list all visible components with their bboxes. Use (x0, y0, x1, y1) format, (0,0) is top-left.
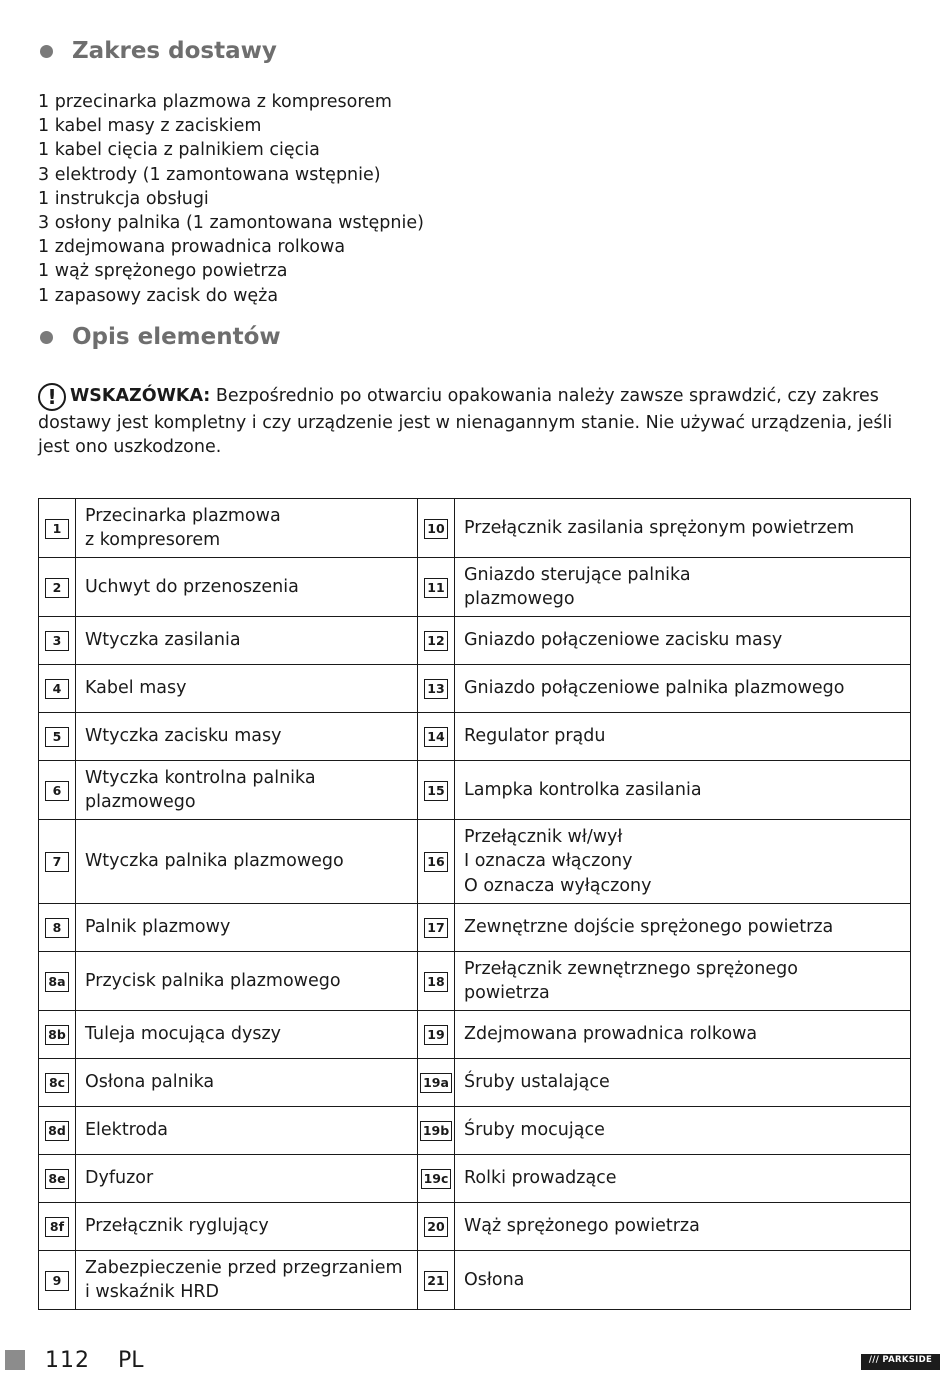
part-label-cell (455, 665, 911, 713)
list-item: 1 przecinarka plazmowa z kompresorem (38, 92, 392, 112)
part-number-cell (418, 665, 455, 713)
part-label-cell (455, 558, 911, 617)
part-number-cell (39, 1059, 76, 1107)
parts-title: Opis elementów (72, 324, 281, 350)
part-label-cell (76, 1203, 418, 1251)
list-item: 3 elektrody (1 zamontowana wstępnie) (38, 164, 381, 185)
part-label-cell (76, 499, 418, 558)
part-number-cell (39, 1011, 76, 1059)
part-number: 15 (424, 781, 448, 801)
part-label-cell (76, 904, 418, 952)
exclamation-circle-icon: ! (38, 383, 66, 411)
part-label-cell (455, 904, 911, 952)
list-item: 1 zapasowy zacisk do węża (38, 285, 279, 306)
part-label: Przełącznik ryglujący (85, 1216, 269, 1237)
table-row (39, 1059, 911, 1107)
part-label-cell (455, 1059, 911, 1107)
part-label-cell (76, 952, 418, 1011)
part-number: 8a (45, 972, 69, 992)
part-label-cell (76, 1155, 418, 1203)
part-number-cell (39, 1251, 76, 1310)
part-label: Wąż sprężonego powietrza (464, 1216, 700, 1237)
part-number: 8d (45, 1121, 69, 1141)
part-number-cell (39, 952, 76, 1011)
table-row (39, 665, 911, 713)
part-number-cell (418, 1155, 455, 1203)
part-number: 16 (424, 852, 448, 872)
part-label: powietrza (464, 983, 550, 1003)
part-label: Zewnętrzne dojście sprężonego powietrza (464, 917, 834, 938)
table-row (39, 1107, 911, 1155)
part-number-cell (418, 820, 455, 904)
part-number-cell (418, 558, 455, 617)
part-number: 12 (424, 631, 448, 651)
part-number: 19a (420, 1073, 452, 1093)
delivery-list (38, 90, 424, 308)
part-number: 7 (45, 852, 69, 872)
part-number: 14 (424, 727, 448, 747)
part-label-cell (455, 1251, 911, 1310)
part-label-cell (76, 820, 418, 904)
note-label: WSKAZÓWKA: (70, 386, 211, 406)
part-number-cell (418, 1251, 455, 1310)
part-label: I oznacza włączony (464, 851, 633, 872)
part-number-cell (39, 1203, 76, 1251)
part-label-cell (455, 1107, 911, 1155)
part-label: O oznacza wyłączony (464, 875, 652, 896)
part-number-cell (39, 665, 76, 713)
part-label-cell (76, 558, 418, 617)
part-number-cell (418, 617, 455, 665)
bullet-icon (40, 331, 53, 344)
part-number: 20 (424, 1217, 448, 1237)
parts-heading (40, 324, 281, 350)
part-number-cell (39, 617, 76, 665)
part-label: Zdejmowana prowadnica rolkowa (464, 1024, 758, 1045)
list-item: 1 kabel cięcia z palnikiem cięcia (38, 140, 320, 161)
part-label: Wtyczka palnika plazmowego (85, 851, 344, 872)
part-number-cell (418, 499, 455, 558)
table-row (39, 1203, 911, 1251)
part-label: Uchwyt do przenoszenia (85, 576, 299, 597)
part-number-cell (39, 558, 76, 617)
part-number: 3 (45, 631, 69, 651)
parts-table (38, 498, 911, 1310)
part-number-cell (418, 1203, 455, 1251)
part-number: 8f (45, 1217, 69, 1237)
part-label: Rolki prowadzące (464, 1168, 617, 1189)
delivery-heading (40, 38, 277, 64)
part-label: Osłona (464, 1269, 525, 1290)
part-number: 1 (45, 519, 69, 539)
part-label: Przycisk palnika plazmowego (85, 970, 341, 991)
list-item: 1 instrukcja obsługi (38, 188, 209, 209)
part-number: 19b (420, 1121, 452, 1141)
part-number-cell (418, 761, 455, 820)
part-label-cell (455, 499, 911, 558)
part-number-cell (39, 1107, 76, 1155)
table-row (39, 713, 911, 761)
part-number-cell (39, 499, 76, 558)
list-item: 1 wąż sprężonego powietrza (38, 261, 288, 282)
table-row (39, 1011, 911, 1059)
brand-logo: /// PARKSIDE (861, 1354, 940, 1370)
part-label: Gniazdo połączeniowe palnika plazmowego (464, 678, 845, 699)
warning-note (38, 383, 908, 459)
part-label: Przełącznik zasilania sprężonym powietrzem (464, 517, 855, 538)
part-label-cell (76, 761, 418, 820)
part-number: 5 (45, 727, 69, 747)
part-number-cell (39, 820, 76, 904)
part-number: 8 (45, 918, 69, 938)
part-label: i wskaźnik HRD (85, 1282, 220, 1302)
part-label: Śruby mocujące (464, 1120, 605, 1141)
part-number: 17 (424, 918, 448, 938)
table-row (39, 617, 911, 665)
part-number: 18 (424, 972, 448, 992)
list-item: 3 osłony palnika (1 zamontowana wstępnie) (38, 213, 424, 234)
part-label: z kompresorem (85, 530, 221, 550)
note-text: Bezpośrednio po otwarciu opakowania należy zawsze sprawdzić, czy zakres dostawy jest kompletny i czy urządzenie jest w nienagannym stanie. Nie używać urządzenia, jeśli jest ono uszkodzone. (38, 386, 893, 458)
part-label-cell (76, 713, 418, 761)
part-label: Elektroda (85, 1120, 169, 1141)
part-label: plazmowego (85, 792, 196, 812)
page-number: 112 (45, 1348, 90, 1373)
part-number-cell (418, 1107, 455, 1155)
part-label: Osłona palnika (85, 1072, 215, 1093)
part-label: Gniazdo połączeniowe zacisku masy (464, 630, 783, 651)
part-number: 19 (424, 1025, 448, 1045)
footer-marker (5, 1350, 25, 1370)
part-number: 8c (45, 1073, 69, 1093)
part-label-cell (76, 665, 418, 713)
part-label: Dyfuzor (85, 1168, 154, 1189)
table-row (39, 1251, 911, 1310)
part-label: Regulator prądu (464, 726, 606, 747)
part-label-cell (76, 1059, 418, 1107)
part-label-cell (455, 713, 911, 761)
part-number-cell (418, 1059, 455, 1107)
part-number: 4 (45, 679, 69, 699)
part-number-cell (39, 761, 76, 820)
part-number-cell (418, 713, 455, 761)
part-number: 8e (45, 1169, 69, 1189)
part-number: 21 (424, 1271, 448, 1291)
part-number-cell (39, 904, 76, 952)
part-label: plazmowego (464, 589, 575, 609)
table-row (39, 499, 911, 558)
part-label: Palnik plazmowy (85, 917, 231, 938)
part-label: Kabel masy (85, 678, 187, 699)
part-number-cell (418, 904, 455, 952)
part-label-cell (455, 820, 911, 904)
list-item: 1 kabel masy z zaciskiem (38, 116, 262, 137)
part-label: Śruby ustalające (464, 1072, 610, 1093)
part-label-cell (76, 1251, 418, 1310)
part-number: 8b (45, 1025, 69, 1045)
table-row (39, 820, 911, 904)
delivery-title: Zakres dostawy (72, 38, 277, 64)
table-row (39, 761, 911, 820)
part-label: Lampka kontrolka zasilania (464, 779, 702, 800)
part-label: Przełącznik zewnętrznego sprężonego (464, 958, 798, 979)
part-label-cell (455, 617, 911, 665)
part-label-cell (76, 617, 418, 665)
table-row (39, 558, 911, 617)
part-label: Wtyczka zacisku masy (85, 726, 282, 747)
part-label: Zabezpieczenie przed przegrzaniem (85, 1257, 403, 1278)
part-number: 9 (45, 1271, 69, 1291)
part-number: 2 (45, 578, 69, 598)
table-row (39, 904, 911, 952)
list-item: 1 zdejmowana prowadnica rolkowa (38, 237, 346, 258)
part-label: Przełącznik wł/wył (464, 827, 623, 848)
part-label-cell (455, 952, 911, 1011)
part-label-cell (455, 761, 911, 820)
table-row (39, 952, 911, 1011)
language-code: PL (118, 1348, 144, 1373)
part-label-cell (455, 1155, 911, 1203)
part-number-cell (39, 713, 76, 761)
part-label-cell (76, 1011, 418, 1059)
part-label: Przecinarka plazmowa (85, 505, 281, 526)
part-label: Tuleja mocująca dyszy (85, 1024, 281, 1045)
part-label-cell (455, 1011, 911, 1059)
part-label: Wtyczka kontrolna palnika (85, 767, 316, 788)
part-number-cell (418, 952, 455, 1011)
part-number: 6 (45, 781, 69, 801)
bullet-icon (40, 45, 53, 58)
part-label-cell (76, 1107, 418, 1155)
part-number: 10 (424, 519, 448, 539)
part-label-cell (455, 1203, 911, 1251)
part-label: Wtyczka zasilania (85, 630, 241, 651)
table-row (39, 1155, 911, 1203)
part-number: 11 (424, 578, 448, 598)
part-number: 19c (421, 1169, 452, 1189)
part-number-cell (39, 1155, 76, 1203)
part-number: 13 (424, 679, 448, 699)
part-number-cell (418, 1011, 455, 1059)
part-label: Gniazdo sterujące palnika (464, 564, 691, 585)
